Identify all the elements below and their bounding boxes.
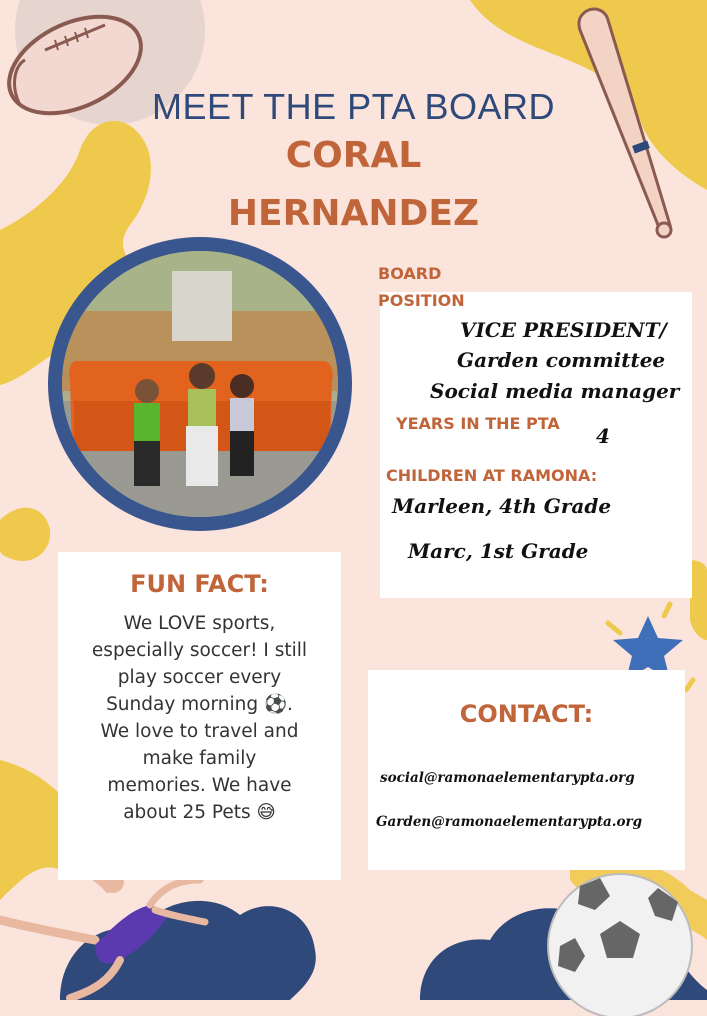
child-2: Marc, 1st Grade — [408, 539, 589, 563]
board-position-label-2: POSITION — [378, 291, 465, 310]
position-line-2: Garden committee — [457, 348, 666, 372]
fun-fact-line: play soccer every — [117, 667, 282, 688]
fun-fact-line: memories. We have — [107, 775, 292, 796]
contact-email-social[interactable]: social@ramonaelementarypta.org — [380, 770, 635, 786]
fun-fact-line: make family — [142, 748, 257, 769]
years-value: 4 — [596, 424, 610, 448]
fun-fact-card — [58, 552, 341, 880]
fun-fact-heading: FUN FACT: — [130, 570, 269, 598]
contact-card — [368, 670, 685, 870]
member-first-name: CORAL — [285, 135, 422, 176]
board-position-label-1: BOARD — [378, 264, 442, 283]
fun-fact-line: about 25 Pets 😅 — [123, 802, 276, 823]
member-last-name: HERNANDEZ — [227, 193, 480, 234]
fun-fact-text — [58, 610, 341, 826]
soccer-ball-icon — [540, 866, 700, 1016]
fun-fact-line: We love to travel and — [100, 721, 299, 742]
fun-fact-line: especially soccer! I still — [91, 640, 308, 661]
member-photo — [48, 237, 352, 531]
contact-heading: CONTACT: — [459, 700, 594, 728]
position-line-1: VICE PRESIDENT/ — [460, 318, 667, 342]
children-label: CHILDREN AT RAMONA: — [386, 466, 598, 485]
years-label: YEARS IN THE PTA — [396, 414, 560, 433]
contact-email-garden[interactable]: Garden@ramonaelementarypta.org — [376, 814, 643, 830]
position-line-3: Social media manager — [430, 379, 680, 403]
fun-fact-line: We LOVE sports, — [123, 613, 276, 634]
page-title: MEET THE PTA BOARD — [151, 86, 556, 127]
child-1: Marleen, 4th Grade — [392, 494, 612, 518]
fun-fact-line: Sunday morning ⚽. — [106, 694, 293, 715]
